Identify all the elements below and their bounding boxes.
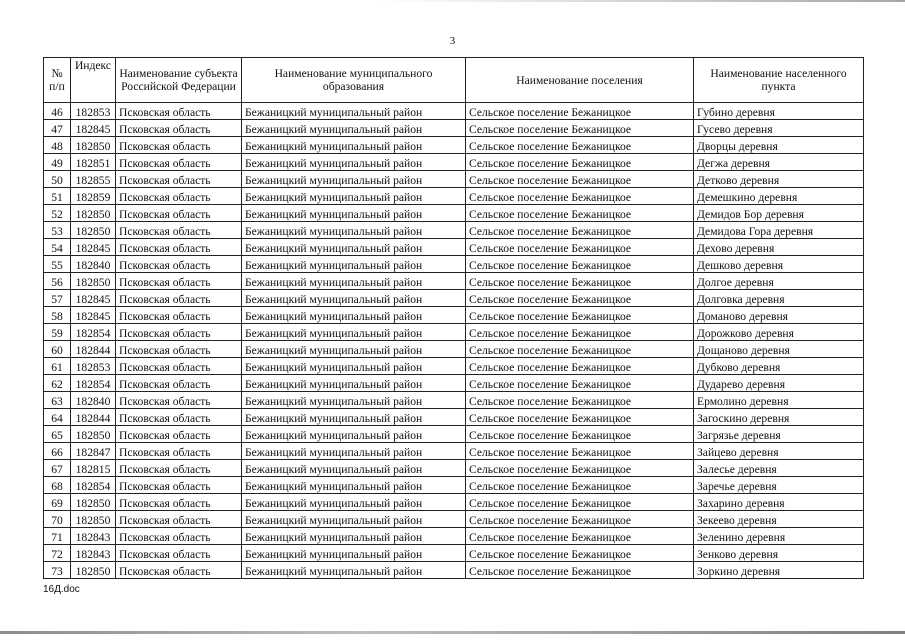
cell-num: 65	[44, 426, 71, 443]
cell-locality: Дубково деревня	[694, 358, 864, 375]
cell-municipality: Бежаницкий муниципальный район	[242, 137, 466, 154]
cell-locality: Дорожково деревня	[694, 324, 864, 341]
cell-num: 51	[44, 188, 71, 205]
cell-municipality: Бежаницкий муниципальный район	[242, 222, 466, 239]
cell-subject: Псковская область	[116, 120, 242, 137]
cell-num: 58	[44, 307, 71, 324]
cell-municipality: Бежаницкий муниципальный район	[242, 392, 466, 409]
cell-num: 73	[44, 562, 71, 579]
table-row	[44, 154, 864, 171]
cell-num: 68	[44, 477, 71, 494]
header-index: Индекс	[71, 58, 116, 103]
cell-subject: Псковская область	[116, 290, 242, 307]
cell-num: 48	[44, 137, 71, 154]
cell-locality: Зенково деревня	[694, 545, 864, 562]
cell-municipality: Бежаницкий муниципальный район	[242, 205, 466, 222]
cell-subject: Псковская область	[116, 222, 242, 239]
cell-index: 182843	[71, 545, 116, 562]
cell-num: 69	[44, 494, 71, 511]
cell-index: 182844	[71, 341, 116, 358]
page-number: 3	[449, 35, 456, 47]
cell-index: 182815	[71, 460, 116, 477]
table-row	[44, 426, 864, 443]
cell-settlement: Сельское поселение Бежаницкое	[466, 545, 694, 562]
cell-index: 182850	[71, 273, 116, 290]
table-row	[44, 205, 864, 222]
cell-subject: Псковская область	[116, 392, 242, 409]
cell-index: 182843	[71, 528, 116, 545]
cell-settlement: Сельское поселение Бежаницкое	[466, 290, 694, 307]
cell-locality: Дворцы деревня	[694, 137, 864, 154]
cell-locality: Губино деревня	[694, 103, 864, 120]
cell-num: 62	[44, 375, 71, 392]
header-num: № п/п	[44, 58, 71, 103]
cell-locality: Зоркино деревня	[694, 562, 864, 579]
scan-edge-top	[380, 0, 905, 2]
cell-settlement: Сельское поселение Бежаницкое	[466, 528, 694, 545]
cell-num: 53	[44, 222, 71, 239]
cell-settlement: Сельское поселение Бежаницкое	[466, 256, 694, 273]
cell-municipality: Бежаницкий муниципальный район	[242, 188, 466, 205]
cell-subject: Псковская область	[116, 137, 242, 154]
cell-num: 52	[44, 205, 71, 222]
cell-municipality: Бежаницкий муниципальный район	[242, 358, 466, 375]
cell-locality: Зекеево деревня	[694, 511, 864, 528]
cell-settlement: Сельское поселение Бежаницкое	[466, 137, 694, 154]
cell-settlement: Сельское поселение Бежаницкое	[466, 188, 694, 205]
header-municipality: Наименование муниципального образования	[242, 58, 466, 103]
table-row	[44, 307, 864, 324]
header-subject: Наименование субъекта Российской Федерации	[116, 58, 242, 103]
cell-index: 182845	[71, 120, 116, 137]
table-row	[44, 562, 864, 579]
cell-settlement: Сельское поселение Бежаницкое	[466, 511, 694, 528]
cell-num: 67	[44, 460, 71, 477]
cell-municipality: Бежаницкий муниципальный район	[242, 154, 466, 171]
header-locality: Наименование населенного пункта	[694, 58, 864, 103]
cell-num: 61	[44, 358, 71, 375]
cell-subject: Псковская область	[116, 494, 242, 511]
cell-locality: Зайцево деревня	[694, 443, 864, 460]
cell-index: 182854	[71, 324, 116, 341]
cell-locality: Гусево деревня	[694, 120, 864, 137]
cell-settlement: Сельское поселение Бежаницкое	[466, 477, 694, 494]
cell-index: 182845	[71, 290, 116, 307]
cell-settlement: Сельское поселение Бежаницкое	[466, 324, 694, 341]
cell-locality: Залесье деревня	[694, 460, 864, 477]
cell-municipality: Бежаницкий муниципальный район	[242, 120, 466, 137]
cell-index: 182850	[71, 137, 116, 154]
table-row	[44, 103, 864, 120]
cell-index: 182840	[71, 256, 116, 273]
cell-subject: Псковская область	[116, 273, 242, 290]
cell-municipality: Бежаницкий муниципальный район	[242, 494, 466, 511]
cell-subject: Псковская область	[116, 341, 242, 358]
cell-num: 54	[44, 239, 71, 256]
cell-subject: Псковская область	[116, 154, 242, 171]
cell-municipality: Бежаницкий муниципальный район	[242, 511, 466, 528]
cell-settlement: Сельское поселение Бежаницкое	[466, 409, 694, 426]
cell-settlement: Сельское поселение Бежаницкое	[466, 171, 694, 188]
cell-index: 182844	[71, 409, 116, 426]
cell-locality: Доманово деревня	[694, 307, 864, 324]
cell-subject: Псковская область	[116, 511, 242, 528]
cell-municipality: Бежаницкий муниципальный район	[242, 324, 466, 341]
cell-locality: Захарино деревня	[694, 494, 864, 511]
cell-num: 55	[44, 256, 71, 273]
cell-municipality: Бежаницкий муниципальный район	[242, 562, 466, 579]
cell-municipality: Бежаницкий муниципальный район	[242, 460, 466, 477]
cell-subject: Псковская область	[116, 443, 242, 460]
cell-subject: Псковская область	[116, 188, 242, 205]
table-row	[44, 511, 864, 528]
cell-locality: Ермолино деревня	[694, 392, 864, 409]
cell-locality: Дощаново деревня	[694, 341, 864, 358]
footer-file-name: 16Д.doc	[43, 584, 80, 595]
cell-settlement: Сельское поселение Бежаницкое	[466, 443, 694, 460]
scan-edge-bottom	[0, 631, 905, 634]
cell-settlement: Сельское поселение Бежаницкое	[466, 460, 694, 477]
table-row	[44, 239, 864, 256]
cell-subject: Псковская область	[116, 562, 242, 579]
cell-num: 46	[44, 103, 71, 120]
table-row	[44, 528, 864, 545]
cell-municipality: Бежаницкий муниципальный район	[242, 273, 466, 290]
table-row	[44, 324, 864, 341]
cell-settlement: Сельское поселение Бежаницкое	[466, 307, 694, 324]
cell-index: 182853	[71, 358, 116, 375]
cell-locality: Дегжа деревня	[694, 154, 864, 171]
cell-index: 182859	[71, 188, 116, 205]
cell-settlement: Сельское поселение Бежаницкое	[466, 239, 694, 256]
cell-num: 59	[44, 324, 71, 341]
table-row	[44, 273, 864, 290]
cell-num: 50	[44, 171, 71, 188]
table-row	[44, 256, 864, 273]
cell-subject: Псковская область	[116, 103, 242, 120]
cell-municipality: Бежаницкий муниципальный район	[242, 307, 466, 324]
cell-settlement: Сельское поселение Бежаницкое	[466, 222, 694, 239]
table-row	[44, 375, 864, 392]
cell-locality: Демидова Гора деревня	[694, 222, 864, 239]
cell-locality: Загоскино деревня	[694, 409, 864, 426]
cell-locality: Долговка деревня	[694, 290, 864, 307]
table-row	[44, 494, 864, 511]
cell-municipality: Бежаницкий муниципальный район	[242, 375, 466, 392]
cell-index: 182847	[71, 443, 116, 460]
cell-locality: Дударево деревня	[694, 375, 864, 392]
cell-index: 182854	[71, 477, 116, 494]
cell-subject: Псковская область	[116, 256, 242, 273]
cell-municipality: Бежаницкий муниципальный район	[242, 528, 466, 545]
table-row	[44, 222, 864, 239]
cell-settlement: Сельское поселение Бежаницкое	[466, 426, 694, 443]
cell-index: 182851	[71, 154, 116, 171]
cell-subject: Псковская область	[116, 528, 242, 545]
cell-settlement: Сельское поселение Бежаницкое	[466, 120, 694, 137]
cell-settlement: Сельское поселение Бежаницкое	[466, 154, 694, 171]
table-row	[44, 290, 864, 307]
cell-subject: Псковская область	[116, 375, 242, 392]
table-row	[44, 171, 864, 188]
cell-municipality: Бежаницкий муниципальный район	[242, 409, 466, 426]
cell-index: 182850	[71, 426, 116, 443]
cell-municipality: Бежаницкий муниципальный район	[242, 290, 466, 307]
cell-locality: Дехово деревня	[694, 239, 864, 256]
table-row	[44, 358, 864, 375]
cell-municipality: Бежаницкий муниципальный район	[242, 239, 466, 256]
cell-locality: Детково деревня	[694, 171, 864, 188]
cell-municipality: Бежаницкий муниципальный район	[242, 171, 466, 188]
table-row	[44, 477, 864, 494]
cell-locality: Заречье деревня	[694, 477, 864, 494]
cell-settlement: Сельское поселение Бежаницкое	[466, 392, 694, 409]
cell-municipality: Бежаницкий муниципальный район	[242, 545, 466, 562]
localities-table	[43, 57, 864, 579]
cell-locality: Демешкино деревня	[694, 188, 864, 205]
table-row	[44, 120, 864, 137]
cell-locality: Демидов Бор деревня	[694, 205, 864, 222]
cell-num: 49	[44, 154, 71, 171]
cell-num: 66	[44, 443, 71, 460]
cell-num: 72	[44, 545, 71, 562]
cell-settlement: Сельское поселение Бежаницкое	[466, 562, 694, 579]
cell-settlement: Сельское поселение Бежаницкое	[466, 494, 694, 511]
cell-locality: Загрязье деревня	[694, 426, 864, 443]
cell-index: 182854	[71, 375, 116, 392]
header-settlement: Наименование поселения	[466, 58, 694, 103]
table-body	[44, 103, 864, 579]
cell-index: 182853	[71, 103, 116, 120]
table-row	[44, 409, 864, 426]
cell-subject: Псковская область	[116, 460, 242, 477]
cell-municipality: Бежаницкий муниципальный район	[242, 103, 466, 120]
table-row	[44, 341, 864, 358]
table-row	[44, 545, 864, 562]
cell-settlement: Сельское поселение Бежаницкое	[466, 103, 694, 120]
table-row	[44, 392, 864, 409]
cell-subject: Псковская область	[116, 545, 242, 562]
cell-subject: Псковская область	[116, 324, 242, 341]
cell-num: 71	[44, 528, 71, 545]
cell-municipality: Бежаницкий муниципальный район	[242, 341, 466, 358]
cell-index: 182855	[71, 171, 116, 188]
cell-settlement: Сельское поселение Бежаницкое	[466, 375, 694, 392]
cell-index: 182850	[71, 511, 116, 528]
cell-index: 182845	[71, 239, 116, 256]
cell-index: 182850	[71, 562, 116, 579]
cell-subject: Псковская область	[116, 171, 242, 188]
cell-index: 182845	[71, 307, 116, 324]
cell-subject: Псковская область	[116, 426, 242, 443]
cell-municipality: Бежаницкий муниципальный район	[242, 256, 466, 273]
cell-locality: Дешково деревня	[694, 256, 864, 273]
cell-locality: Зеленино деревня	[694, 528, 864, 545]
cell-settlement: Сельское поселение Бежаницкое	[466, 205, 694, 222]
cell-subject: Псковская область	[116, 358, 242, 375]
cell-num: 64	[44, 409, 71, 426]
table-header-row	[44, 58, 864, 103]
cell-index: 182850	[71, 205, 116, 222]
cell-subject: Псковская область	[116, 409, 242, 426]
cell-subject: Псковская область	[116, 307, 242, 324]
cell-settlement: Сельское поселение Бежаницкое	[466, 358, 694, 375]
table-row	[44, 137, 864, 154]
cell-num: 56	[44, 273, 71, 290]
cell-settlement: Сельское поселение Бежаницкое	[466, 273, 694, 290]
table-row	[44, 443, 864, 460]
cell-municipality: Бежаницкий муниципальный район	[242, 426, 466, 443]
cell-index: 182850	[71, 494, 116, 511]
cell-locality: Долгое деревня	[694, 273, 864, 290]
cell-num: 47	[44, 120, 71, 137]
cell-index: 182850	[71, 222, 116, 239]
cell-subject: Псковская область	[116, 239, 242, 256]
table-row	[44, 460, 864, 477]
cell-municipality: Бежаницкий муниципальный район	[242, 443, 466, 460]
cell-num: 63	[44, 392, 71, 409]
cell-index: 182840	[71, 392, 116, 409]
table-row	[44, 188, 864, 205]
cell-subject: Псковская область	[116, 205, 242, 222]
cell-num: 57	[44, 290, 71, 307]
cell-settlement: Сельское поселение Бежаницкое	[466, 341, 694, 358]
cell-num: 70	[44, 511, 71, 528]
cell-municipality: Бежаницкий муниципальный район	[242, 477, 466, 494]
cell-subject: Псковская область	[116, 477, 242, 494]
cell-num: 60	[44, 341, 71, 358]
